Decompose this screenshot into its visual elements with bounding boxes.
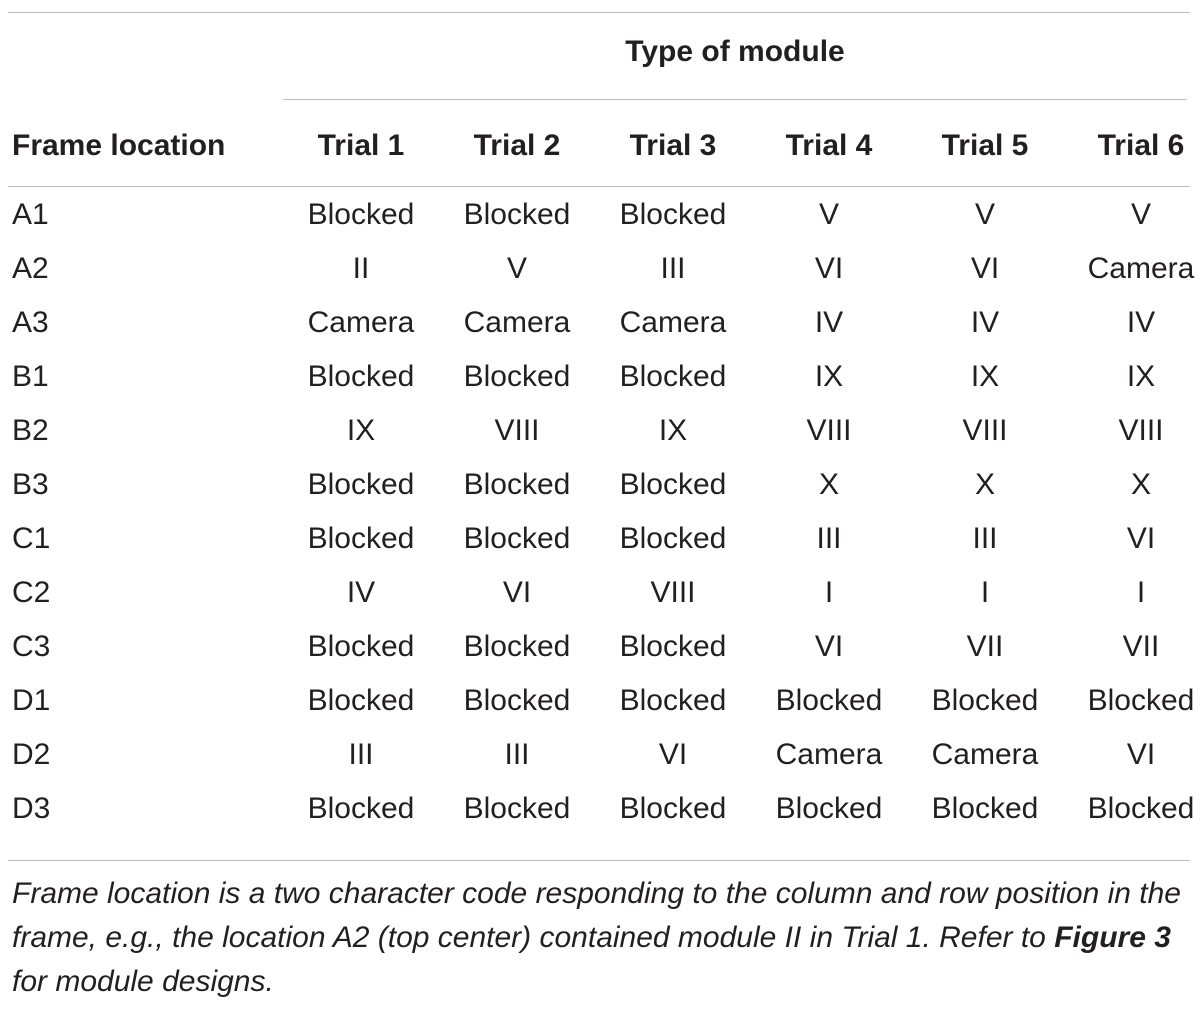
column-header-frame-location: Frame location: [12, 129, 226, 162]
footnote-text-end: for module designs.: [12, 965, 274, 998]
trial-4-cell: VI: [814, 252, 844, 285]
frame-location-cell: B3: [12, 468, 49, 501]
group-header: Type of module: [625, 35, 845, 68]
table-row: [8, 728, 1200, 782]
table-row: [8, 458, 1200, 512]
trial-1-cell: Blocked: [307, 684, 415, 717]
trial-3-cell: Blocked: [619, 468, 727, 501]
table-top-rule: [8, 12, 1190, 13]
trial-6-cell: VII: [1122, 630, 1160, 663]
trial-1-cell: Blocked: [307, 360, 415, 393]
table-row: [8, 404, 1200, 458]
table-row: [8, 296, 1200, 350]
trial-2-cell: Blocked: [463, 792, 571, 825]
trial-5-cell: Camera: [931, 738, 1039, 771]
trial-3-cell: Camera: [619, 306, 727, 339]
trial-2-cell: Blocked: [463, 630, 571, 663]
trial-6-cell: Blocked: [1087, 792, 1195, 825]
trial-1-cell: Blocked: [307, 198, 415, 231]
trial-3-cell: Blocked: [619, 630, 727, 663]
trial-5-cell: X: [974, 468, 995, 501]
trial-5-cell: Blocked: [931, 684, 1039, 717]
frame-location-cell: B2: [12, 414, 49, 447]
table-bottom-rule: [8, 860, 1190, 861]
table-row: [8, 350, 1200, 404]
trial-6-cell: I: [1136, 576, 1146, 609]
table-row: [8, 174, 1200, 242]
trial-2-cell: V: [506, 252, 527, 285]
column-header-trial-6: Trial 6: [1097, 129, 1185, 162]
table-row: [8, 674, 1200, 728]
trial-2-cell: Blocked: [463, 360, 571, 393]
table-row: [8, 242, 1200, 296]
trial-1-cell: Blocked: [307, 630, 415, 663]
trial-2-cell: VI: [502, 576, 532, 609]
trial-5-cell: III: [972, 522, 998, 555]
trial-2-cell: Blocked: [463, 198, 571, 231]
table-row: [8, 620, 1200, 674]
trial-3-cell: IX: [658, 414, 688, 447]
frame-location-cell: A2: [12, 252, 49, 285]
trial-4-cell: III: [816, 522, 842, 555]
trial-1-cell: Camera: [307, 306, 415, 339]
trial-1-cell: Blocked: [307, 522, 415, 555]
trial-2-cell: Blocked: [463, 684, 571, 717]
trial-4-cell: I: [824, 576, 834, 609]
trial-5-cell: VII: [966, 630, 1004, 663]
trial-3-cell: Blocked: [619, 198, 727, 231]
trial-5-cell: V: [974, 198, 995, 231]
trial-2-cell: III: [504, 738, 530, 771]
trial-4-cell: Blocked: [775, 684, 883, 717]
trial-1-cell: IV: [346, 576, 376, 609]
trial-5-cell: Blocked: [931, 792, 1039, 825]
frame-location-cell: C3: [12, 630, 51, 663]
trial-6-cell: Camera: [1087, 252, 1195, 285]
frame-location-cell: D1: [12, 684, 51, 717]
footnote-text: Frame location is a two character code responding to the column and row position in the frame, e.g., the location A2 (top center) contained module II in Trial 1. Refer to: [12, 877, 1181, 954]
trial-3-cell: VI: [658, 738, 688, 771]
table-row: [8, 566, 1200, 620]
frame-location-cell: C1: [12, 522, 51, 555]
table-footnote: [12, 872, 1192, 1004]
trial-2-cell: VIII: [494, 414, 540, 447]
trial-6-cell: IX: [1126, 360, 1156, 393]
trial-6-cell: Blocked: [1087, 684, 1195, 717]
trial-4-cell: X: [818, 468, 839, 501]
trial-3-cell: VIII: [650, 576, 696, 609]
trial-1-cell: Blocked: [307, 468, 415, 501]
trial-3-cell: Blocked: [619, 522, 727, 555]
module-table: [8, 118, 1200, 836]
column-header-trial-5: Trial 5: [941, 129, 1029, 162]
frame-location-cell: B1: [12, 360, 49, 393]
trial-6-cell: VI: [1126, 738, 1156, 771]
trial-6-cell: VI: [1126, 522, 1156, 555]
trial-1-cell: III: [348, 738, 374, 771]
frame-location-cell: D2: [12, 738, 51, 771]
trial-5-cell: I: [980, 576, 990, 609]
trial-2-cell: Camera: [463, 306, 571, 339]
column-header-trial-1: Trial 1: [317, 129, 405, 162]
trial-3-cell: Blocked: [619, 792, 727, 825]
frame-location-cell: D3: [12, 792, 51, 825]
frame-location-cell: A3: [12, 306, 49, 339]
trial-5-cell: VIII: [962, 414, 1008, 447]
trial-4-cell: IX: [814, 360, 844, 393]
figure-reference: Figure 3: [1054, 921, 1171, 954]
trial-3-cell: Blocked: [619, 360, 727, 393]
trial-3-cell: III: [660, 252, 686, 285]
trial-6-cell: IV: [1126, 306, 1156, 339]
trial-4-cell: V: [818, 198, 839, 231]
trial-1-cell: Blocked: [307, 792, 415, 825]
trial-6-cell: VIII: [1118, 414, 1164, 447]
column-header-trial-3: Trial 3: [629, 129, 717, 162]
trial-6-cell: X: [1130, 468, 1151, 501]
column-header-trial-4: Trial 4: [785, 129, 873, 162]
trial-5-cell: VI: [970, 252, 1000, 285]
trial-5-cell: IX: [970, 360, 1000, 393]
trial-4-cell: IV: [814, 306, 844, 339]
frame-location-cell: A1: [12, 198, 49, 231]
group-header-rule: [283, 99, 1187, 100]
table-row: [8, 782, 1200, 836]
table-body: [8, 174, 1200, 836]
table-row: [8, 512, 1200, 566]
trial-1-cell: IX: [346, 414, 376, 447]
frame-location-cell: C2: [12, 576, 51, 609]
column-header-trial-2: Trial 2: [473, 129, 561, 162]
trial-4-cell: VI: [814, 630, 844, 663]
trial-6-cell: V: [1130, 198, 1151, 231]
trial-2-cell: Blocked: [463, 522, 571, 555]
header-row: [8, 118, 1200, 174]
trial-4-cell: Blocked: [775, 792, 883, 825]
trial-3-cell: Blocked: [619, 684, 727, 717]
trial-1-cell: II: [352, 252, 370, 285]
trial-4-cell: Camera: [775, 738, 883, 771]
trial-2-cell: Blocked: [463, 468, 571, 501]
trial-4-cell: VIII: [806, 414, 852, 447]
trial-5-cell: IV: [970, 306, 1000, 339]
